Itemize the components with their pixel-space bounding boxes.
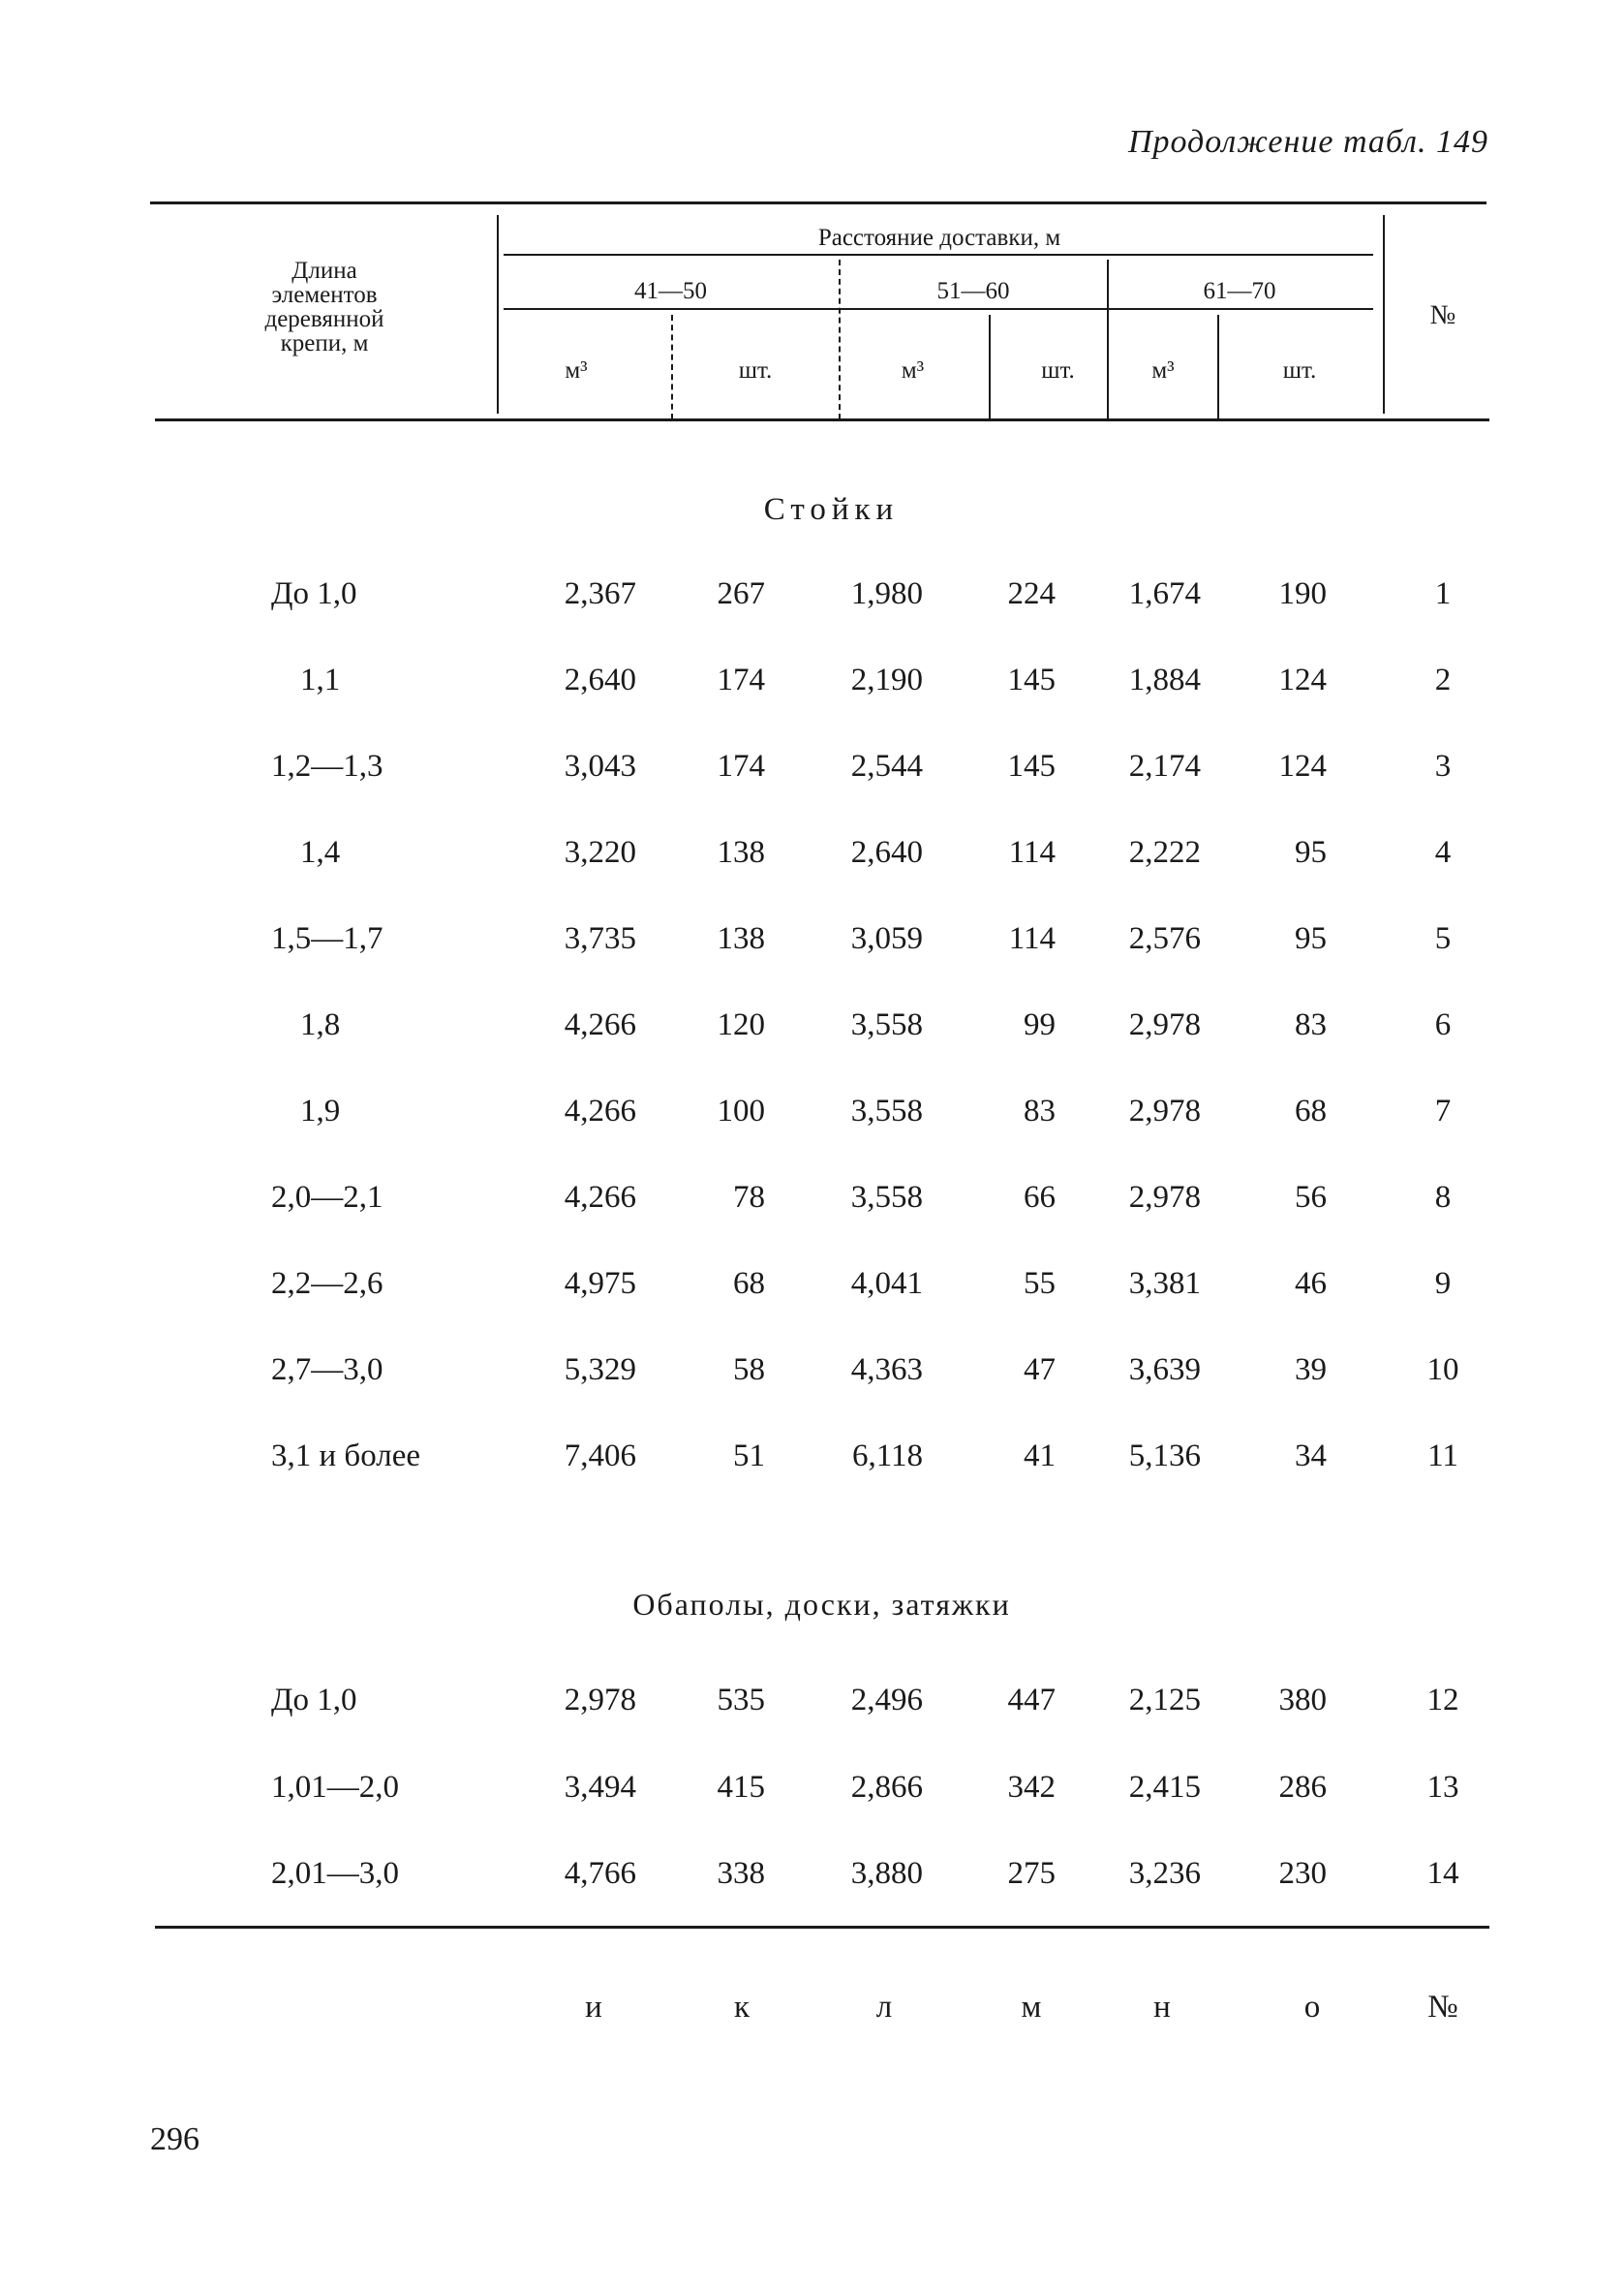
row-label: 2,7—3,0 — [271, 1352, 383, 1387]
table-cell: 3,558 — [850, 1094, 923, 1129]
row-number: 11 — [1427, 1438, 1458, 1473]
group-title: Расстояние доставки, м — [817, 225, 1061, 251]
table-cell: 2,978 — [1128, 1094, 1201, 1129]
range-41-50: 41—50 — [634, 278, 707, 304]
table-cell: 4,041 — [850, 1266, 923, 1301]
range-51-60: 51—60 — [936, 278, 1010, 304]
row-label: 1,4 — [300, 835, 341, 870]
table-cell: 2,640 — [850, 835, 923, 870]
table-cell: 4,266 — [564, 1094, 636, 1129]
table-cell: 51 — [733, 1438, 765, 1473]
column-letter: м — [1021, 1990, 1042, 2025]
table-cell: 190 — [1278, 576, 1327, 611]
table-cell: 2,978 — [564, 1683, 636, 1717]
table-cell: 66 — [1024, 1180, 1056, 1215]
row-number: 12 — [1426, 1683, 1459, 1717]
table-cell: 4,266 — [564, 1180, 636, 1215]
row-label-line-4: крепи, м — [280, 330, 369, 356]
unit-sht-1: шт. — [738, 357, 773, 384]
row-label: 1,8 — [300, 1007, 341, 1042]
table-cell: 3,735 — [564, 921, 636, 956]
table-cell: 58 — [733, 1352, 765, 1387]
table-cell: 338 — [717, 1856, 765, 1891]
header-bottom-rule — [155, 418, 1489, 421]
row-label-header — [174, 259, 475, 356]
range-sep-2 — [1107, 260, 1109, 419]
table-cell: 5,136 — [1128, 1438, 1201, 1473]
bottom-rule — [155, 1926, 1489, 1929]
table-cell: 120 — [717, 1007, 765, 1042]
row-label: До 1,0 — [271, 576, 357, 611]
table-caption: Продолжение табл. 149 — [1127, 124, 1488, 160]
range-61-70: 61—70 — [1203, 278, 1276, 304]
table-cell: 124 — [1278, 663, 1327, 697]
table-cell: 5,329 — [564, 1352, 636, 1387]
table-cell: 47 — [1024, 1352, 1056, 1387]
table-cell: 2,367 — [564, 576, 636, 611]
table-cell: 3,236 — [1128, 1856, 1201, 1891]
table-cell: 230 — [1278, 1856, 1327, 1891]
row-number: 8 — [1434, 1180, 1452, 1215]
table-cell: 1,980 — [850, 576, 923, 611]
table-cell: 1,674 — [1128, 576, 1201, 611]
table-cell: 2,174 — [1128, 749, 1201, 784]
row-label: 1,9 — [300, 1094, 341, 1129]
table-cell: 3,494 — [564, 1769, 636, 1805]
table-cell: 39 — [1295, 1352, 1327, 1387]
row-number: 5 — [1434, 921, 1452, 956]
range-sep-1 — [839, 260, 841, 419]
header-divider-left — [497, 215, 499, 414]
table-cell: 224 — [1007, 576, 1056, 611]
row-label-line-1: Длина — [291, 258, 357, 284]
table-cell: 342 — [1007, 1769, 1056, 1805]
table-cell: 34 — [1295, 1438, 1327, 1473]
table-cell: 535 — [717, 1683, 765, 1717]
row-label: 1,01—2,0 — [271, 1769, 399, 1805]
group-rule — [504, 254, 1373, 256]
table-cell: 41 — [1024, 1438, 1056, 1473]
section-title-stoiki: Стойки — [763, 492, 900, 527]
row-number: 13 — [1426, 1769, 1459, 1805]
column-letter: н — [1153, 1990, 1171, 2025]
table-cell: 3,059 — [850, 921, 923, 956]
table-cell: 114 — [1008, 835, 1056, 870]
table-cell: 2,222 — [1128, 835, 1201, 870]
table-cell: 1,884 — [1128, 663, 1201, 697]
table-cell: 3,880 — [850, 1856, 923, 1891]
table-cell: 2,978 — [1128, 1007, 1201, 1042]
table-cell: 56 — [1295, 1180, 1327, 1215]
row-number: 9 — [1434, 1266, 1452, 1301]
unit-sht-3: шт. — [1282, 357, 1317, 384]
unit-m3-1: м³ — [565, 357, 588, 384]
row-label: 1,2—1,3 — [271, 749, 383, 784]
row-label: 2,0—2,1 — [271, 1180, 383, 1215]
table-cell: 2,576 — [1128, 921, 1201, 956]
row-number: 6 — [1434, 1007, 1452, 1042]
table-cell: 145 — [1007, 663, 1056, 697]
row-label: 2,2—2,6 — [271, 1266, 383, 1301]
table-cell: 124 — [1278, 749, 1327, 784]
table-cell: 3,381 — [1128, 1266, 1201, 1301]
table-cell: 55 — [1024, 1266, 1056, 1301]
unit-sep-2 — [989, 315, 991, 419]
top-rule — [150, 201, 1486, 204]
row-label: 2,01—3,0 — [271, 1856, 399, 1891]
row-label: До 1,0 — [271, 1683, 357, 1717]
table-cell: 95 — [1295, 835, 1327, 870]
table-cell: 2,866 — [850, 1769, 923, 1805]
column-letter: к — [733, 1990, 751, 2025]
table-cell: 78 — [733, 1180, 765, 1215]
table-cell: 7,406 — [564, 1438, 636, 1473]
row-number: 7 — [1434, 1094, 1452, 1129]
table-cell: 2,978 — [1128, 1180, 1201, 1215]
table-cell: 174 — [717, 749, 765, 784]
table-cell: 83 — [1295, 1007, 1327, 1042]
table-cell: 4,266 — [564, 1007, 636, 1042]
table-cell: 3,558 — [850, 1180, 923, 1215]
row-number: 10 — [1426, 1352, 1459, 1387]
column-letter: и — [585, 1990, 602, 2025]
row-label-line-3: деревянной — [264, 306, 384, 332]
table-cell: 3,043 — [564, 749, 636, 784]
unit-m3-3: м³ — [1151, 357, 1175, 384]
column-letter: о — [1303, 1990, 1321, 2025]
row-label: 1,1 — [300, 663, 341, 697]
table-cell: 275 — [1007, 1856, 1056, 1891]
table-cell: 83 — [1024, 1094, 1056, 1129]
table-cell: 145 — [1007, 749, 1056, 784]
column-letter: л — [875, 1990, 893, 2025]
unit-m3-2: м³ — [901, 357, 925, 384]
table-cell: 4,363 — [850, 1352, 923, 1387]
table-cell: 6,118 — [851, 1438, 923, 1473]
table-cell: 3,558 — [850, 1007, 923, 1042]
unit-sep-3 — [1217, 315, 1219, 419]
table-cell: 100 — [717, 1094, 765, 1129]
table-cell: 99 — [1024, 1007, 1056, 1042]
table-cell: 46 — [1295, 1266, 1327, 1301]
row-number: 2 — [1434, 663, 1452, 697]
range-rule — [504, 308, 1373, 310]
section-title-obapoly: Обаполы, доски, затяжки — [632, 1587, 1011, 1622]
row-number: 1 — [1434, 576, 1452, 611]
table-cell: 2,125 — [1128, 1683, 1201, 1717]
table-cell: 68 — [1295, 1094, 1327, 1129]
table-cell: 68 — [733, 1266, 765, 1301]
table-cell: 3,220 — [564, 835, 636, 870]
table-cell: 95 — [1295, 921, 1327, 956]
row-number: 14 — [1426, 1856, 1459, 1891]
table-cell: 2,640 — [564, 663, 636, 697]
header-divider-right — [1383, 215, 1385, 414]
table-cell: 2,496 — [850, 1683, 923, 1717]
table-cell: 2,544 — [850, 749, 923, 784]
table-cell: 114 — [1008, 921, 1056, 956]
row-number: 4 — [1434, 835, 1452, 870]
table-cell: 138 — [717, 835, 765, 870]
table-cell: 267 — [717, 576, 765, 611]
page-number: 296 — [150, 2121, 199, 2157]
row-number: 3 — [1434, 749, 1452, 784]
row-label: 1,5—1,7 — [271, 921, 383, 956]
unit-sht-2: шт. — [1041, 357, 1075, 384]
column-letter: № — [1427, 1990, 1458, 2025]
table-cell: 138 — [717, 921, 765, 956]
table-cell: 4,766 — [564, 1856, 636, 1891]
row-label: 3,1 и более — [271, 1438, 421, 1473]
table-cell: 415 — [717, 1769, 765, 1805]
table-cell: 380 — [1278, 1683, 1327, 1717]
table-cell: 286 — [1278, 1769, 1327, 1805]
unit-sep-1 — [671, 315, 673, 419]
row-label-line-2: элементов — [271, 282, 378, 308]
table-cell: 2,415 — [1128, 1769, 1201, 1805]
table-cell: 174 — [717, 663, 765, 697]
table-cell: 447 — [1007, 1683, 1056, 1717]
table-cell: 2,190 — [850, 663, 923, 697]
no-header: № — [1429, 300, 1456, 330]
table-cell: 4,975 — [564, 1266, 636, 1301]
table-cell: 3,639 — [1128, 1352, 1201, 1387]
